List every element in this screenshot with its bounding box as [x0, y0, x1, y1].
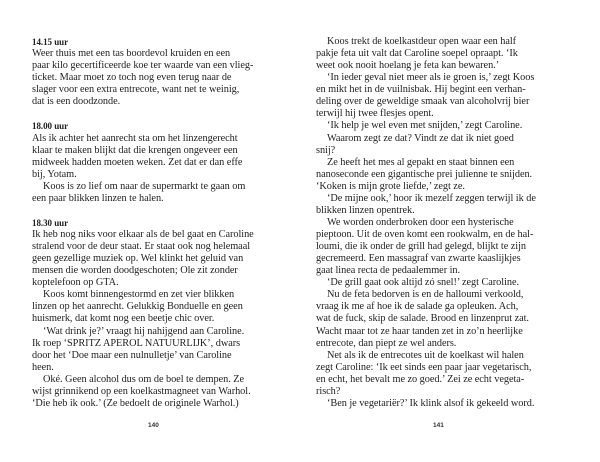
- text-line: ‘In ieder geval niet meer als ie groen is,’ zegt Koos: [327, 72, 535, 84]
- text-line: ticket. Maar moet zo toch nog even terug naar de: [32, 72, 232, 84]
- text-line: slager voor een extra entrecote, want net te weinig,: [32, 84, 240, 96]
- right-page-text: [316, 36, 552, 410]
- text-line: Oké. Geen alcohol dus om de boel te dempen. Ze: [43, 373, 244, 385]
- text-line: Ik heb nog niks voor elkaar als de bel gaat en Caroline: [32, 229, 254, 240]
- text-line: Koos trekt de koelkastdeur open waar een half: [327, 36, 517, 47]
- text-line: Weer thuis met een tas boordevol kruiden en een: [32, 48, 231, 60]
- text-line: wijst grinnikend op een koelkastmagneet van Warhol.: [32, 385, 251, 397]
- text-line: wat de fuck, skip de salade. Brood en linzenprut zat.: [316, 313, 529, 325]
- text-line: klaar te maken blijkt dat die krengen ongeveer een: [32, 144, 238, 156]
- left-page-text: [32, 36, 272, 410]
- blank-line: [32, 205, 272, 217]
- text-line: entrecote, dan piept ze wel anders.: [316, 337, 457, 349]
- time-heading: 18.00 uur: [32, 121, 69, 132]
- text-line: Nu de feta bedorven is en de halloumi verkoold,: [327, 289, 524, 301]
- text-line: Wacht maar tot ze haar tanden zet in zo’n heerlijke: [316, 325, 523, 337]
- text-line: ‘De grill gaat ook altijd zó snel!’ zegt Caroline.: [327, 277, 520, 289]
- text-line: weet ook nooit hoelang je feta kan bewaren.’: [316, 60, 500, 72]
- text-line: ‘Wat drink je?’ vraagt hij nahijgend aan Caroline.: [43, 325, 245, 337]
- text-line: deling over de geweldige smaak van alcoholvrij bier: [316, 96, 530, 108]
- time-heading: 18.30 uur: [32, 217, 69, 228]
- text-line: Ik roep ‘SPRITZ APEROL NATUURLIJK’, dwars: [32, 337, 241, 349]
- text-line: gaat linea recta de pedaalemmer in.: [316, 265, 461, 277]
- text-line: ‘Die heb ik ook.’ (Ze bedoelt de originele Warhol.): [32, 397, 239, 409]
- text-line: We worden onderbroken door een hysterische: [327, 216, 514, 228]
- text-line: gecremeerd. Een massagraf van zwarte kaaslijkjes: [316, 253, 521, 265]
- text-line: dat is een doodzonde.: [32, 96, 121, 108]
- text-line: en echt, het bevalt me zo goed.’ Zei ze echt vegeta-: [316, 373, 525, 385]
- text-line: linzen op het aanrecht. Gelukkig Bonduelle en geen: [32, 301, 243, 313]
- text-line: Ze heeft het mes al gepakt en staat binnen een: [327, 156, 515, 168]
- text-line: pakje feta uit valt dat Caroline soepel opraapt. ‘Ik: [316, 48, 518, 60]
- text-line: zegt Caroline: ‘Ik eet sinds een paar jaar vegetarisch,: [316, 361, 532, 373]
- text-line: midweek hadden moeten weken. Zet dat er dan effe: [32, 156, 243, 168]
- text-line: mensen die worden doodgeschoten; Ole zit zonder: [32, 265, 238, 277]
- text-line: paar kilo gecertificeerde koe ter waarde van een vlieg-: [32, 60, 254, 72]
- text-line: bij, Yotam.: [32, 168, 77, 180]
- text-line: blikken linzen opentrek.: [316, 204, 415, 216]
- text-line: vraag ik me af hoe ik de salade ga opleuken. Ach,: [316, 301, 519, 313]
- text-line: pieptoon. Uit de oven komt een rookwalm, en de hal-: [316, 229, 534, 240]
- right-page-number: 141: [433, 422, 444, 429]
- text-line: ‘Koken is mijn grote liefde,’ zegt ze.: [316, 180, 465, 192]
- left-page-number: 140: [148, 422, 159, 429]
- text-line: koptelefoon op GTA.: [32, 277, 119, 289]
- text-line: Koos is zo lief om naar de supermarkt te gaan om: [43, 180, 246, 192]
- text-line: Net als ik de entrecotes uit de koelkast wil halen: [327, 349, 524, 361]
- text-line: ‘De mijne ook,’ hoor ik mezelf zeggen terwijl ik de: [327, 192, 536, 204]
- text-line: loumi, die ik onder de grill had gelegd, blijkt te zijn: [316, 241, 527, 253]
- text-line: risch?: [316, 385, 341, 397]
- text-line: geen gezellige muziek op. Wel klinkt het geluid van: [32, 253, 244, 265]
- text-line: Als ik achter het aanrecht sta om het linzengerecht: [32, 132, 238, 144]
- text-line: ‘Ik help je wel even met snijden,’ zegt Caroline.: [327, 120, 523, 132]
- text-line: terwijl hij twee flesjes opent.: [316, 108, 434, 120]
- text-line: en mikt het in de vuilnisbak. Hij begint een verhan-: [316, 84, 526, 96]
- text-line: ‘Ben je vegetariër?’ Ik klink alsof ik gekeeld word.: [327, 397, 535, 409]
- text-line: huismerk, dat komt nog een beetje chic over.: [32, 313, 215, 325]
- text-line: nanoseconde een gigantische prei julienne te snijden.: [316, 168, 533, 180]
- text-line: stralend voor de deur staat. Er staat ook nog helemaal: [32, 241, 251, 253]
- text-line: door het ‘Doe maar een nulnulletje’ van Caroline: [32, 349, 232, 361]
- text-line: een paar blikken linzen te halen.: [32, 192, 164, 204]
- text-line: snij?: [316, 144, 336, 156]
- text-line: Koos komt binnengestormd en zet vier blikken: [43, 289, 235, 301]
- time-heading: 14.15 uur: [32, 37, 69, 47]
- blank-line: [32, 108, 272, 120]
- text-line: Waarom zegt ze dat? Vindt ze dat ik niet goed: [327, 132, 514, 144]
- text-line: heen.: [32, 361, 54, 373]
